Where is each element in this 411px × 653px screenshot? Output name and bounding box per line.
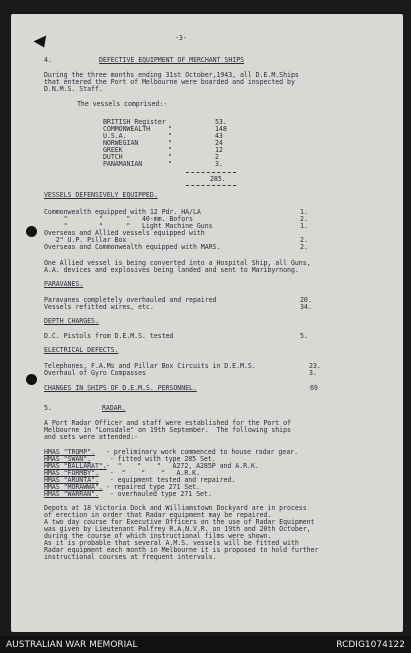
section-4-number: 4. bbox=[44, 56, 52, 64]
footer-record-id: RCDIG1074122 bbox=[336, 640, 405, 650]
ditto-mark: " bbox=[168, 146, 172, 154]
radar-ship-name: HMAS "TROMP". bbox=[44, 448, 95, 456]
radar-closing-line: Radar equipment each month in Melbourne it is proposed to hold further bbox=[44, 546, 319, 554]
vessel-count: 3. bbox=[215, 160, 223, 168]
defensive-value: 1. bbox=[300, 222, 308, 230]
radar-ship-name: HMAS "SWAN". bbox=[44, 455, 92, 463]
radar-intro-line: A Port Radar Officer and staff were established for the Port of bbox=[44, 419, 291, 427]
total-rule bbox=[186, 185, 236, 186]
paravanes-row: Paravanes completely overhauled and repaired bbox=[44, 296, 217, 304]
allied-note-line: A.A. devices and explosives being landed and sent to Maribyrnong. bbox=[44, 266, 299, 274]
vessel-name: BRITISH Register bbox=[103, 118, 166, 126]
radar-closing-line: As it is probable that several A.M.S. vessels will be fitted with bbox=[44, 539, 299, 547]
vessel-name: PANAMANIAN bbox=[103, 160, 143, 168]
radar-ship-detail: - repaired type 271 Set. bbox=[102, 483, 200, 491]
vessel-count: 12 bbox=[215, 146, 223, 154]
punch-hole-icon bbox=[26, 226, 37, 237]
ditto-mark: " bbox=[168, 125, 172, 133]
depth-charges-value: 5. bbox=[300, 332, 308, 340]
document-page bbox=[11, 14, 403, 632]
radar-ship-name: HMAS "WARRAN". bbox=[44, 490, 99, 498]
defensive-row: " " " Light Machine Guns bbox=[44, 222, 213, 230]
defensive-value: 2. bbox=[300, 215, 308, 223]
radar-ship-detail: - overhauled type 271 Set. bbox=[102, 490, 212, 498]
vessel-count: 43 bbox=[215, 132, 223, 140]
paravanes-row: Vessels refitted wires, etc. bbox=[44, 303, 154, 311]
vessel-count: 2 bbox=[215, 153, 219, 161]
radar-intro-line: and sets were attended:- bbox=[44, 433, 139, 441]
radar-ship-detail: - equipment tested and repaired. bbox=[102, 476, 236, 484]
electrical-value: 3. bbox=[309, 369, 317, 377]
vessel-name: U.S.A. bbox=[103, 132, 127, 140]
vessel-count: 24 bbox=[215, 139, 223, 147]
intro-line: D.N.M.S. Staff. bbox=[44, 85, 103, 93]
defensive-value: 1. bbox=[300, 208, 308, 216]
defensive-row: Commonwealth equipped with 12 Pdr. HA/LA bbox=[44, 208, 201, 216]
allied-note-line: One Allied vessel is being converted into a Hospital Ship, all Guns, bbox=[44, 259, 311, 267]
vessel-count: 53. bbox=[215, 118, 227, 126]
paravanes-value: 20. bbox=[300, 296, 312, 304]
electrical-value: 23. bbox=[309, 362, 321, 370]
radar-ship-detail: - preliminary work commenced to house radar gear. bbox=[102, 448, 298, 456]
electrical-row: Overhaul of Gyro Compasses bbox=[44, 369, 146, 377]
ditto-mark: " bbox=[168, 160, 172, 168]
depth-charges-heading: DEPTH CHARGES. bbox=[44, 317, 99, 325]
defensive-row: Overseas and Allied vessels equipped with bbox=[44, 229, 205, 237]
footer-source: AUSTRALIAN WAR MEMORIAL bbox=[6, 640, 138, 650]
radar-closing-line: instructional courses at frequent intervals. bbox=[44, 553, 217, 561]
radar-closing-line: A two day course for Executive Officers on the use of Radar Equipment bbox=[44, 518, 315, 526]
radar-closing-line: of erection in order that Radar equipment may be repaired. bbox=[44, 511, 272, 519]
radar-ship-name: HMAS "BALLARAT". bbox=[44, 462, 107, 470]
vessel-name: GREEK bbox=[103, 146, 123, 154]
defensive-row: " " " 40-mm. Bofors bbox=[44, 215, 193, 223]
section-5-heading: RADAR. bbox=[102, 404, 126, 412]
vessel-name: NORWEGIAN bbox=[103, 139, 139, 147]
vessel-count: 148 bbox=[215, 125, 227, 133]
radar-closing-line: during the course of which instructional films were shown. bbox=[44, 532, 272, 540]
radar-ship-name: HMAS "MORAWWA". bbox=[44, 483, 103, 491]
section-4-heading: DEFECTIVE EQUIPMENT OF MERCHANT SHIPS bbox=[99, 56, 245, 64]
radar-closing-line: Depots at 18 Victoria Dock and Williamstown Dockyard are in process bbox=[44, 504, 307, 512]
total-rule bbox=[186, 172, 236, 173]
defensive-row: 2" U.P. Pillar Box bbox=[44, 236, 127, 244]
vessel-name: COMMONWEALTH bbox=[103, 125, 151, 133]
ditto-mark: " bbox=[168, 132, 172, 140]
radar-ship-name: HMAS "FORMBY". bbox=[44, 469, 99, 477]
intro-line: that entered the Port of Melbourne were boarded and inspected by bbox=[44, 78, 295, 86]
depth-charges-row: D.C. Pistols from D.E.M.S. tested bbox=[44, 332, 174, 340]
paravanes-heading: PARAVANES. bbox=[44, 280, 84, 288]
intro-line: During the three months ending 31st October,1943, all D.E.M.Ships bbox=[44, 71, 299, 79]
section-5-number: 5. bbox=[44, 404, 52, 412]
radar-ship-detail: - fitted with type 285 Set. bbox=[102, 455, 216, 463]
page-number: -3- bbox=[175, 34, 187, 42]
ditto-mark: " bbox=[168, 153, 172, 161]
defensive-heading: VESSELS DEFENSIVELY EQUIPPED. bbox=[44, 191, 158, 199]
electrical-heading: ELECTRICAL DEFECTS. bbox=[44, 346, 119, 354]
vessel-name: DUTCH bbox=[103, 153, 123, 161]
vessels-total: 285. bbox=[210, 175, 226, 183]
vessels-comprised-label: The vessels comprised:- bbox=[77, 100, 168, 108]
radar-closing-line: was given by Lieutenant Palfrey R.A.N.V.R. on 19th and 20th October, bbox=[44, 525, 311, 533]
ditto-mark: " bbox=[168, 139, 172, 147]
defensive-value: 2. bbox=[300, 236, 308, 244]
personnel-value: 69 bbox=[310, 384, 318, 392]
footer-bar bbox=[0, 636, 411, 653]
corner-mark-icon bbox=[34, 36, 51, 51]
radar-ship-name: HMAS "ARUNTA". bbox=[44, 476, 99, 484]
paravanes-value: 34. bbox=[300, 303, 312, 311]
radar-ship-detail: - " " " A.R.K. bbox=[102, 469, 200, 477]
personnel-heading: CHANGES IN SHIPS OF D.E.M.S. PERSONNEL. bbox=[44, 384, 197, 392]
punch-hole-icon bbox=[26, 374, 37, 385]
radar-ship-detail: - " " " A272, A285P and A.R.K. bbox=[102, 462, 259, 470]
defensive-value: 2. bbox=[300, 243, 308, 251]
radar-intro-line: Melbourne in "Lonsdale" on 19th September. The following ships bbox=[44, 426, 291, 434]
defensive-row: Overseas and Commonwealth equipped with MARS. bbox=[44, 243, 221, 251]
electrical-row: Telephones, F.A.Ms and Pillar Box Circuits in D.E.M.S. bbox=[44, 362, 256, 370]
